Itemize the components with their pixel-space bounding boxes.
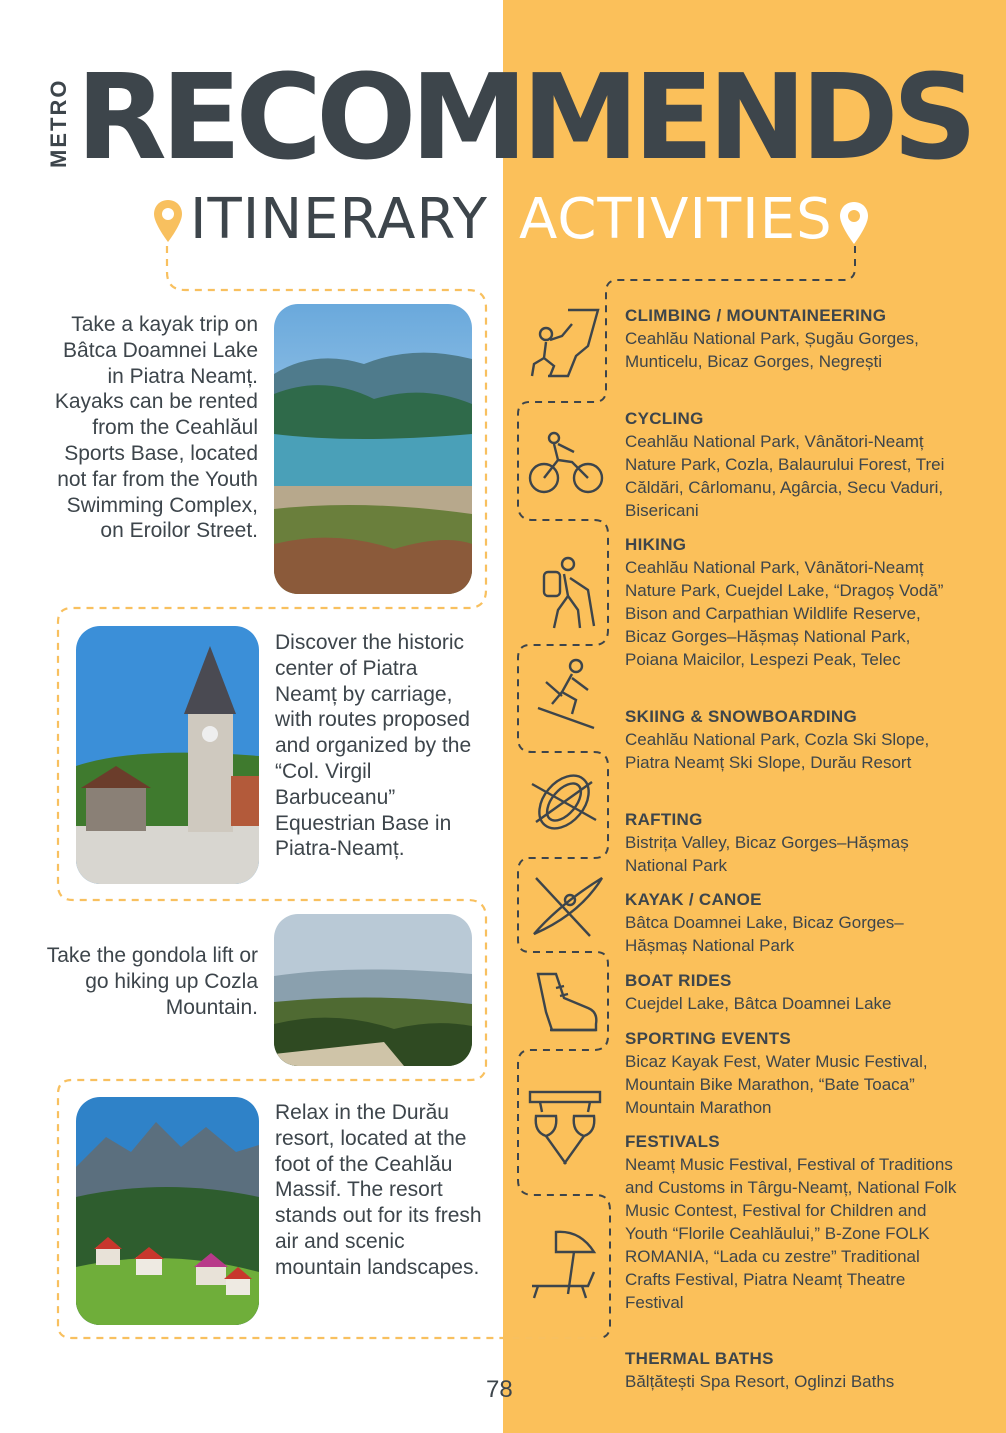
- activity-body: Cuejdel Lake, Bâtca Doamnei Lake: [625, 994, 892, 1013]
- activity-body: Ceahlău National Park, Vânători-Neamț Nature Park, Cozla, Balaurului Forest, Trei Căldări, Cârlomanu, Agârcia, Secu Vaduri, Bisericani: [625, 432, 945, 520]
- activity-body: Bâtca Doamnei Lake, Bicaz Gorges–Hășmaș National Park: [625, 913, 904, 955]
- activity-item: [625, 407, 965, 522]
- metro-label: METRO: [46, 78, 71, 168]
- map-pin-icon: [838, 200, 870, 246]
- activity-item: [625, 969, 965, 1015]
- map-pin-icon: [152, 198, 184, 244]
- cycling-icon: [528, 428, 608, 500]
- rafting-icon: [526, 764, 602, 840]
- clock-tower-photo: [76, 626, 259, 884]
- activity-title: SPORTING EVENTS: [625, 1029, 792, 1048]
- activity-title: THERMAL BATHS: [625, 1349, 774, 1368]
- itinerary-heading: ITINERARY: [190, 187, 488, 252]
- activities-heading: ACTIVITIES: [519, 187, 833, 252]
- activity-item: [625, 533, 965, 671]
- running-shoe-icon: [528, 968, 600, 1038]
- activity-item: [625, 808, 965, 877]
- activity-title: SKIING & SNOWBOARDING: [625, 707, 858, 726]
- durau-resort-photo: [76, 1097, 259, 1325]
- itinerary-text-2: Discover the historic center of Piatra Neamț by carriage, with routes proposed and organized by the “Col. Virgil Barbuceanu” Equestrian Base in Piatra-Neamț.: [275, 631, 472, 861]
- activity-body: Bicaz Kayak Fest, Water Music Festival, Mountain Bike Marathon, “Bate Toaca” Mountain Marathon: [625, 1052, 928, 1117]
- activity-item: [625, 304, 965, 373]
- climbing-icon: [528, 306, 602, 380]
- activity-item: [625, 1347, 965, 1393]
- activity-body: Ceahlău National Park, Cozla Ski Slope, Piatra Neamț Ski Slope, Durău Resort: [625, 730, 930, 772]
- activity-item: [625, 705, 965, 774]
- activity-item: [625, 1130, 965, 1314]
- activity-body: Bălțătești Spa Resort, Oglinzi Baths: [625, 1372, 895, 1391]
- activity-title: BOAT RIDES: [625, 971, 732, 990]
- page-title: RECOMMENDS: [76, 48, 972, 186]
- activity-title: CYCLING: [625, 409, 704, 428]
- mountain-view-photo: [274, 914, 472, 1066]
- itinerary-text-4: Relax in the Durău resort, located at the foot of the Ceahlău Massif. The resort stands out for its fresh air and scenic mountain landscapes.: [275, 1101, 482, 1279]
- itinerary-text-1: Take a kayak trip on Bâtca Doamnei Lake in Piatra Neamț. Kayaks can be rented from the Ceahlăul Sports Base, located not far from the Youth Swimming Complex, on Eroilor Street.: [54, 313, 258, 543]
- lake-photo: [274, 304, 472, 594]
- sunbed-icon: [528, 1228, 602, 1302]
- activity-body: Ceahlău National Park, Șugău Gorges, Munticelu, Bicaz Gorges, Negrești: [625, 329, 919, 371]
- hiking-icon: [534, 556, 604, 630]
- activity-item: [625, 888, 965, 957]
- activity-body: Ceahlău National Park, Vânători-Neamț Nature Park, Cuejdel Lake, “Dragoș Vodă” Bison and Carpathian Wildlife Reserve, Bicaz Gorges–Hășmaș National Park, Poiana Maicilor, Lespezi Peak, Telec: [625, 558, 944, 669]
- kayak-icon: [530, 874, 606, 938]
- page-number: 78: [486, 1376, 513, 1403]
- activity-body: Neamț Music Festival, Festival of Traditions and Customs in Târgu-Neamț, National Folk Music Contest, Festival for Children and Youth “Florile Ceahlăului,” B-Zone FOLK ROMANIA, “Lada cu zestre” Traditional Crafts Festival, Piatra Neamț Theatre Festival: [625, 1155, 957, 1312]
- activity-item: [625, 1027, 965, 1119]
- activity-title: HIKING: [625, 535, 687, 554]
- activity-body: Bistrița Valley, Bicaz Gorges–Hășmaș National Park: [625, 833, 909, 875]
- activity-title: KAYAK / CANOE: [625, 890, 762, 909]
- skiing-icon: [532, 656, 602, 730]
- itinerary-text-3: Take the gondola lift or go hiking up Cozla Mountain.: [46, 944, 258, 1019]
- activity-title: RAFTING: [625, 810, 703, 829]
- activity-title: CLIMBING / MOUNTAINEERING: [625, 306, 887, 325]
- activity-title: FESTIVALS: [625, 1132, 720, 1151]
- cheers-icon: [526, 1088, 604, 1168]
